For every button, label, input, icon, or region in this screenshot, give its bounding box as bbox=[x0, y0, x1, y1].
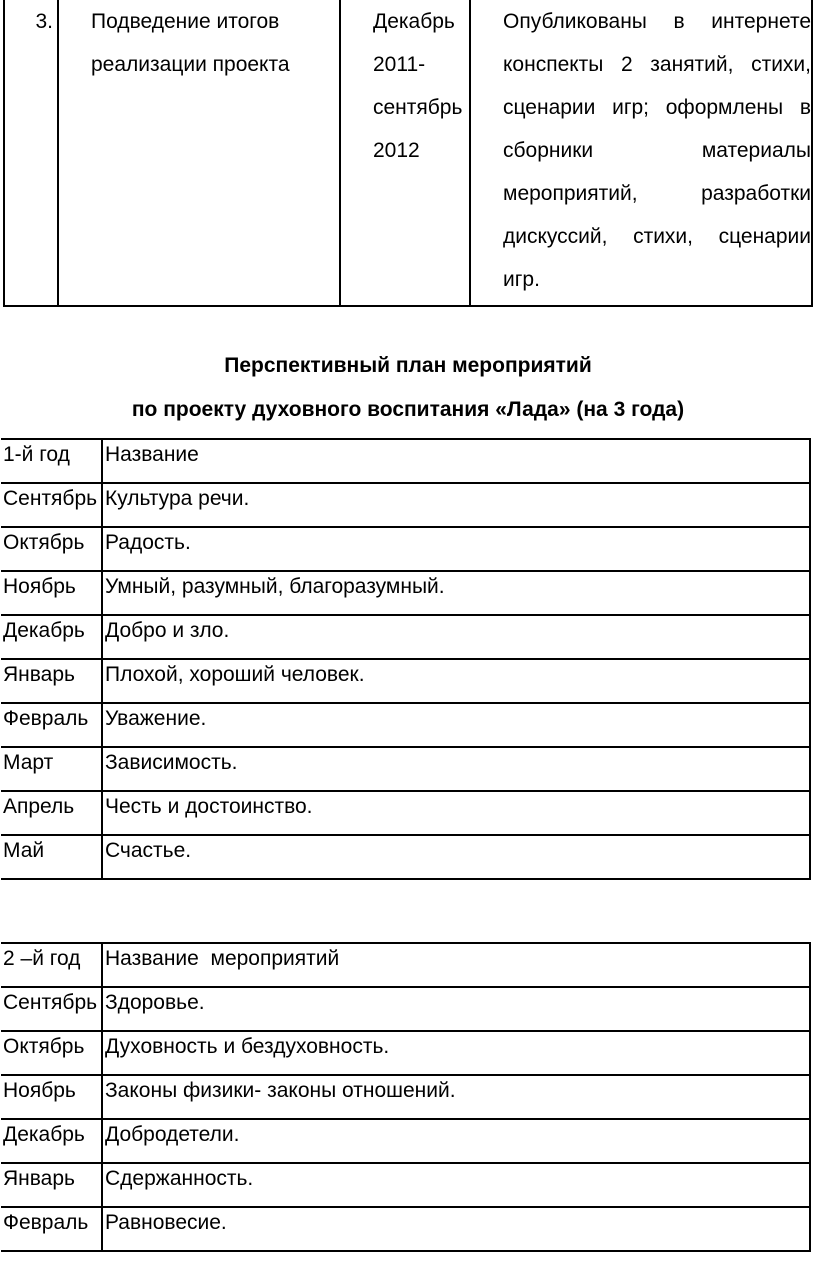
stage-description-line: Опубликованы в интернете bbox=[503, 10, 811, 33]
stage-date-line: 2012 bbox=[373, 139, 420, 162]
table-row bbox=[1, 659, 810, 703]
month-cell: Сентябрь bbox=[1, 987, 102, 1031]
stage-description-line: сборники материалы bbox=[503, 139, 811, 162]
event-title-cell: Уважение. bbox=[102, 703, 810, 747]
month-cell: Февраль bbox=[1, 703, 102, 747]
stage-row bbox=[4, 0, 812, 306]
plan-heading-line-2: по проекту духовного воспитания «Лада» (на 3 года) bbox=[131, 398, 685, 421]
month-cell: Январь bbox=[1, 659, 102, 703]
event-title-cell: Честь и достоинство. bbox=[102, 791, 810, 835]
stage-description-line: мероприятий, разработки bbox=[503, 182, 811, 205]
table-row bbox=[1, 1163, 810, 1207]
event-title-cell: Культура речи. bbox=[102, 483, 810, 527]
stage-date-line: сентябрь bbox=[373, 96, 463, 119]
year2-header-month: 2 –й год bbox=[1, 943, 102, 987]
stage-date-cell bbox=[340, 0, 470, 306]
event-title-cell: Здоровье. bbox=[102, 987, 810, 1031]
table-row bbox=[1, 571, 810, 615]
year1-header-title: Название bbox=[102, 439, 810, 483]
month-cell: Сентябрь bbox=[1, 483, 102, 527]
event-title-cell: Законы физики- законы отношений. bbox=[102, 1075, 810, 1119]
month-cell: Декабрь bbox=[1, 1119, 102, 1163]
table-row bbox=[1, 615, 810, 659]
year1-header-row bbox=[1, 439, 810, 483]
month-cell: Март bbox=[1, 747, 102, 791]
event-title-cell: Зависимость. bbox=[102, 747, 810, 791]
month-cell: Ноябрь bbox=[1, 1075, 102, 1119]
month-cell: Октябрь bbox=[1, 1031, 102, 1075]
stage-description-line: сценарии игр; оформлены в bbox=[503, 96, 811, 119]
event-title-cell: Счастье. bbox=[102, 835, 810, 879]
table-row bbox=[1, 483, 810, 527]
month-cell: Январь bbox=[1, 1163, 102, 1207]
stage-date-line: Декабрь bbox=[373, 10, 455, 33]
event-title-cell: Равновесие. bbox=[102, 1207, 810, 1251]
event-title-cell: Духовность и бездуховность. bbox=[102, 1031, 810, 1075]
event-title-cell: Сдержанность. bbox=[102, 1163, 810, 1207]
stage-description-line: дискуссий, стихи, сценарии bbox=[503, 225, 811, 248]
year2-header-row bbox=[1, 943, 810, 987]
table-row bbox=[1, 747, 810, 791]
month-cell: Декабрь bbox=[1, 615, 102, 659]
year2-header-title: Название мероприятий bbox=[102, 943, 810, 987]
table-row bbox=[1, 791, 810, 835]
stage-name-line: реализации проекта bbox=[91, 53, 290, 76]
table-row bbox=[1, 527, 810, 571]
table-row bbox=[1, 703, 810, 747]
month-cell: Апрель bbox=[1, 791, 102, 835]
event-title-cell: Плохой, хороший человек. bbox=[102, 659, 810, 703]
stage-number-cell bbox=[4, 0, 58, 306]
stage-name-cell bbox=[58, 0, 340, 306]
stage-description-line: конспекты 2 занятий, стихи, bbox=[503, 53, 811, 76]
table-row bbox=[1, 1031, 810, 1075]
table-row bbox=[1, 835, 810, 879]
month-cell: Ноябрь bbox=[1, 571, 102, 615]
table-row bbox=[1, 1119, 810, 1163]
stage-description-cell bbox=[470, 0, 812, 306]
event-title-cell: Умный, разумный, благоразумный. bbox=[102, 571, 810, 615]
month-cell: Октябрь bbox=[1, 527, 102, 571]
stage-number: 3. bbox=[35, 10, 53, 33]
table-row bbox=[1, 1075, 810, 1119]
year2-plan-table bbox=[1, 942, 811, 1252]
year1-header-month: 1-й год bbox=[1, 439, 102, 483]
table-row bbox=[1, 1207, 810, 1251]
year1-plan-table bbox=[1, 438, 811, 880]
stage-date-line: 2011- bbox=[373, 53, 426, 76]
event-title-cell: Радость. bbox=[102, 527, 810, 571]
project-stage-table bbox=[3, 0, 813, 307]
plan-heading-line-1: Перспективный план мероприятий bbox=[224, 354, 592, 377]
stage-description-line: игр. bbox=[503, 268, 540, 291]
month-cell: Февраль bbox=[1, 1207, 102, 1251]
month-cell: Май bbox=[1, 835, 102, 879]
event-title-cell: Добродетели. bbox=[102, 1119, 810, 1163]
table-row bbox=[1, 987, 810, 1031]
event-title-cell: Добро и зло. bbox=[102, 615, 810, 659]
stage-name-line: Подведение итогов bbox=[91, 10, 280, 33]
